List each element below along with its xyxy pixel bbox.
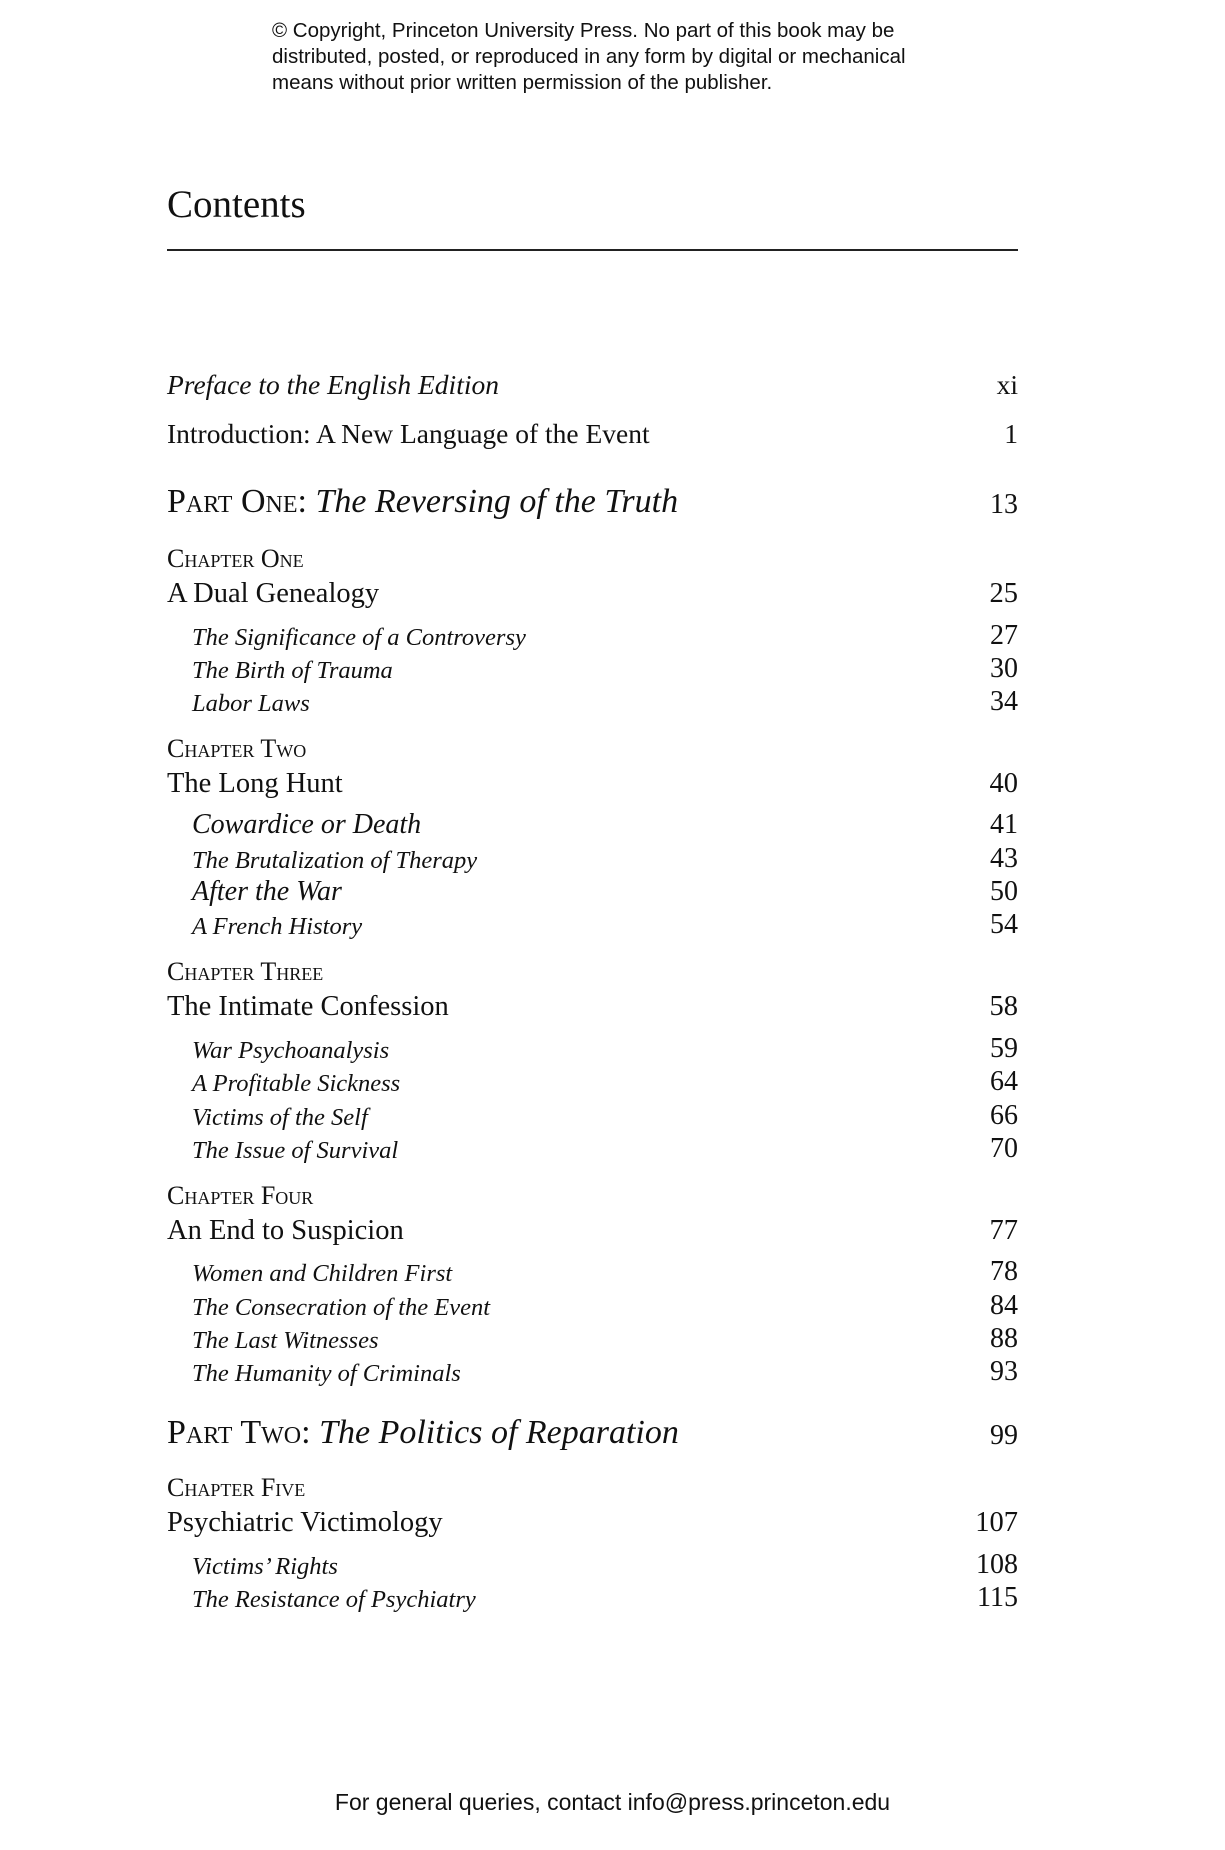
entry-page: 25 bbox=[989, 578, 1018, 609]
chapter-title: An End to Suspicion bbox=[167, 1215, 404, 1246]
section-title: Victims’ Rights bbox=[192, 1553, 338, 1580]
part-heading bbox=[167, 483, 678, 521]
entry-page: 34 bbox=[990, 686, 1018, 717]
copyright-line: © Copyright, Princeton University Press. No part of this book may be bbox=[272, 19, 895, 42]
section-title: War Psychoanalysis bbox=[192, 1037, 390, 1064]
toc-section bbox=[167, 1574, 1018, 1614]
part-title: The Politics of Reparation bbox=[319, 1414, 679, 1451]
footer-contact: For general queries, contact info@press.princeton.edu bbox=[334, 1789, 891, 1815]
entry-page: 70 bbox=[990, 1133, 1018, 1164]
chapter-label: Chapter Three bbox=[167, 957, 324, 986]
toc-section bbox=[167, 1348, 1018, 1388]
copyright-line: means without prior written permission of the publisher. bbox=[272, 71, 773, 94]
entry-page: 40 bbox=[989, 768, 1018, 799]
toc-chapter-title bbox=[167, 570, 1018, 610]
entry-title: Introduction: A New Language of the Event bbox=[167, 418, 650, 449]
entry-page: 77 bbox=[989, 1215, 1018, 1246]
toc-chapter-label bbox=[167, 951, 1018, 987]
chapter-label: Chapter Five bbox=[167, 1473, 306, 1502]
entry-page: 1 bbox=[1004, 418, 1018, 449]
section-title: After the War bbox=[192, 876, 342, 907]
entry-page: 93 bbox=[990, 1356, 1018, 1387]
toc-section bbox=[167, 1125, 1018, 1165]
toc-chapter-label bbox=[167, 1175, 1018, 1211]
entry-page: 78 bbox=[990, 1256, 1018, 1287]
entry-page: 99 bbox=[990, 1420, 1018, 1451]
toc-part-one bbox=[167, 475, 1018, 521]
chapter-label: Chapter Four bbox=[167, 1181, 314, 1210]
toc-chapter-title bbox=[167, 1499, 1018, 1539]
toc-entry-preface bbox=[167, 361, 1018, 401]
entry-page: 59 bbox=[990, 1033, 1018, 1064]
section-title: The Humanity of Criminals bbox=[192, 1360, 461, 1387]
entry-page: 88 bbox=[990, 1323, 1018, 1354]
toc-part-two bbox=[167, 1406, 1018, 1452]
copyright-line: distributed, posted, or reproduced in any form by digital or mechanical bbox=[272, 45, 906, 68]
toc-chapter-title bbox=[167, 760, 1018, 800]
entry-page: xi bbox=[996, 369, 1018, 400]
section-title: Women and Children First bbox=[192, 1260, 453, 1287]
chapter-label: Chapter Two bbox=[167, 734, 307, 763]
entry-page: 115 bbox=[977, 1582, 1018, 1613]
chapter-title: The Intimate Confession bbox=[167, 991, 449, 1022]
part-label: Part One: bbox=[167, 483, 307, 520]
toc-section bbox=[167, 901, 1018, 941]
section-title: Cowardice or Death bbox=[192, 809, 422, 840]
section-title: The Resistance of Psychiatry bbox=[192, 1586, 476, 1613]
section-title: A French History bbox=[192, 913, 363, 940]
entry-page: 66 bbox=[990, 1100, 1018, 1131]
toc-entry-introduction bbox=[167, 410, 1018, 450]
section-title: Victims of the Self bbox=[192, 1104, 368, 1131]
toc-chapter-label bbox=[167, 728, 1018, 764]
section-title: The Brutalization of Therapy bbox=[192, 847, 478, 874]
section-title: The Last Witnesses bbox=[192, 1327, 379, 1354]
section-title: The Birth of Trauma bbox=[192, 657, 393, 684]
part-label: Part Two: bbox=[167, 1414, 311, 1451]
entry-page: 54 bbox=[990, 909, 1018, 940]
toc-chapter-title bbox=[167, 983, 1018, 1023]
section-title: The Significance of a Controversy bbox=[192, 624, 526, 651]
chapter-title: The Long Hunt bbox=[167, 768, 343, 799]
entry-page: 50 bbox=[990, 876, 1018, 907]
page-title: Contents bbox=[167, 183, 306, 226]
entry-page: 107 bbox=[975, 1507, 1018, 1538]
part-title: The Reversing of the Truth bbox=[315, 483, 679, 520]
entry-page: 41 bbox=[990, 809, 1018, 840]
toc-chapter-title bbox=[167, 1207, 1018, 1247]
entry-page: 13 bbox=[990, 489, 1018, 520]
entry-page: 58 bbox=[989, 991, 1018, 1022]
entry-page: 43 bbox=[990, 843, 1018, 874]
section-title: Labor Laws bbox=[192, 690, 310, 717]
entry-page: 108 bbox=[976, 1549, 1018, 1580]
section-title: The Consecration of the Event bbox=[192, 1294, 491, 1321]
toc-chapter-label bbox=[167, 1467, 1018, 1503]
chapter-title: A Dual Genealogy bbox=[167, 578, 380, 609]
chapter-label: Chapter One bbox=[167, 544, 304, 573]
entry-page: 64 bbox=[990, 1066, 1018, 1097]
entry-page: 30 bbox=[990, 653, 1018, 684]
section-title: A Profitable Sickness bbox=[192, 1070, 401, 1097]
entry-page: 84 bbox=[990, 1290, 1018, 1321]
part-heading bbox=[167, 1414, 679, 1452]
toc-chapter-label bbox=[167, 538, 1018, 574]
entry-page: 27 bbox=[990, 620, 1018, 651]
section-title: The Issue of Survival bbox=[192, 1137, 399, 1164]
chapter-title: Psychiatric Victimology bbox=[167, 1507, 443, 1538]
entry-title: Preface to the English Edition bbox=[167, 369, 499, 400]
toc-section bbox=[167, 678, 1018, 718]
